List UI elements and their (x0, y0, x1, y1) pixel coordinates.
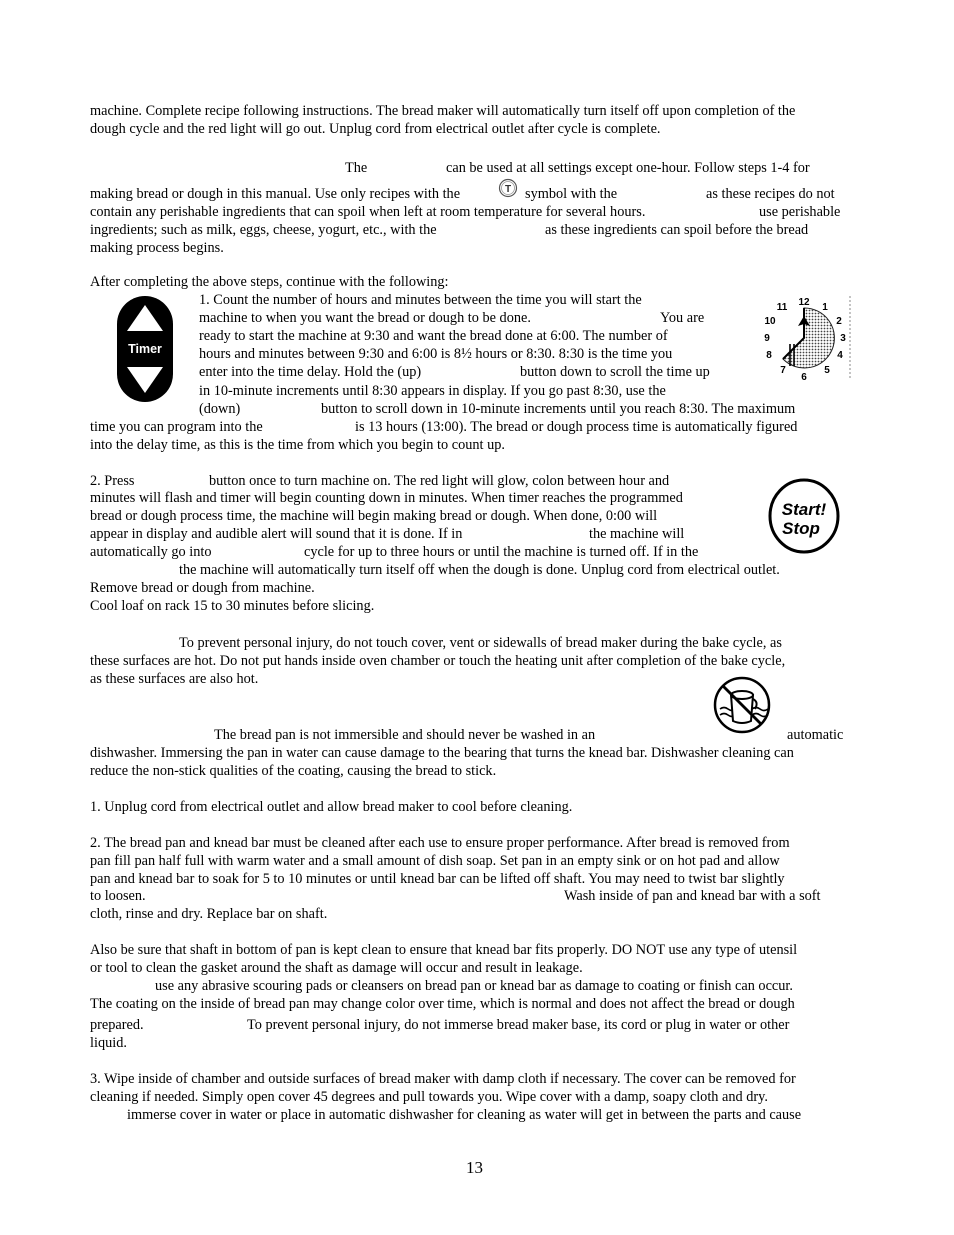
clock-number: 2 (836, 316, 842, 327)
text-line: time you can program into the (90, 419, 263, 435)
text-line: enter into the time delay. Hold the (up) (199, 364, 422, 380)
clock-number: 12 (798, 297, 810, 308)
text-line: ready to start the machine at 9:30 and want the bread done at 6:00. The number of (199, 328, 668, 344)
text-line: use perishable (759, 204, 841, 220)
clock-number: 7 (780, 365, 786, 376)
text-line: The bread pan is not immersible and should never be washed in an (214, 727, 596, 743)
text-line: dough cycle and the red light will go out. Unplug cord from electrical outlet after cycle is complete. (90, 121, 661, 137)
text-line: liquid. (90, 1035, 127, 1051)
text-line: Remove bread or dough from machine. (90, 580, 315, 596)
text-line: contain any perishable ingredients that can spoil when left at room temperature for several hours. (90, 204, 646, 220)
text-line: button once to turn machine on. The red light will glow, colon between hour and (209, 473, 670, 489)
svg-text:T: T (504, 184, 512, 195)
text-line: to loosen. (90, 888, 146, 904)
text-line: machine. Complete recipe following instructions. The bread maker will automatically turn itself off upon completion of the (90, 103, 796, 119)
text-line: bread or dough process time, the machine will begin making bread or dough. When done, 0:00 will (90, 508, 658, 524)
text-line: as these recipes do not (706, 186, 835, 202)
text-line: Also be sure that shaft in bottom of pan is kept clean to ensure that knead bar fits properly. DO NOT use any type of utensil (90, 942, 798, 958)
timer-label: Timer (128, 342, 162, 356)
text-line: or tool to clean the gasket around the shaft as damage will occur and result in leakage. (90, 960, 583, 976)
text-line: into the delay time, as this is the time from which you begin to count up. (90, 437, 505, 453)
text-line: making bread or dough in this manual. Use only recipes with the (90, 186, 461, 202)
clock-number: 6 (801, 372, 807, 383)
text-line: Cool loaf on rack 15 to 30 minutes before slicing. (90, 598, 375, 614)
text-line: reduce the non-stick qualities of the coating, causing the bread to stick. (90, 763, 497, 779)
text-line: 3. Wipe inside of chamber and outside surfaces of bread maker with damp cloth if necessary. The cover can be removed for (90, 1071, 796, 1087)
text-line: machine to when you want the bread or dough to be done. (199, 310, 531, 326)
text-line: is 13 hours (13:00). The bread or dough process time is automatically figured (355, 419, 798, 435)
text-line: as these surfaces are also hot. (90, 671, 259, 687)
text-line: automatic (787, 727, 844, 743)
text-line: After completing the above steps, continue with the following: (90, 274, 449, 290)
page-number: 13 (466, 1158, 483, 1177)
text-line: making process begins. (90, 240, 224, 256)
text-line: 1. Count the number of hours and minutes between the time you will start the (199, 292, 642, 308)
text-line: To prevent personal injury, do not immerse bread maker base, its cord or plug in water or other (247, 1017, 790, 1033)
timer-symbol-icon (498, 178, 518, 198)
clock-number: 11 (776, 302, 788, 313)
text-line: 2. Press (90, 473, 135, 489)
text-line: use any abrasive scouring pads or cleansers on bread pan or knead bar as damage to coating or finish can occur. (155, 978, 793, 994)
text-line: The (345, 160, 368, 176)
text-line: Wash inside of pan and knead bar with a soft (564, 888, 821, 904)
stop-label: Stop (782, 519, 820, 538)
text-line: pan and knead bar to soak for 5 to 10 minutes or until knead bar can be lifted off shaft. You may need to twist bar slightly (90, 871, 785, 887)
text-line: the machine will (589, 526, 685, 542)
text-line: in 10-minute increments until 8:30 appears in display. If you go past 8:30, use the (199, 383, 666, 399)
text-line: hours and minutes between 9:30 and 6:00 is 8½ hours or 8:30. 8:30 is the time you (199, 346, 673, 362)
text-line: The coating on the inside of bread pan may change color over time, which is normal and does not affect the bread or dough (90, 996, 795, 1012)
text-line: as these ingredients can spoil before the bread (545, 222, 809, 238)
text-line: cycle for up to three hours or until the machine is turned off. If in the (304, 544, 699, 560)
text-line: 1. Unplug cord from electrical outlet and allow bread maker to cool before cleaning. (90, 799, 573, 815)
clock-number: 1 (822, 302, 828, 313)
clock-number: 3 (840, 333, 846, 344)
timer-button-icon (116, 295, 174, 403)
clock-number: 8 (766, 350, 772, 361)
clock-number: 10 (764, 316, 776, 327)
start-label: Start! (781, 500, 827, 519)
text-line: minutes will flash and timer will begin counting down in minutes. When timer reaches the programmed (90, 490, 683, 506)
text-line: immerse cover in water or place in automatic dishwasher for cleaning as water will get in between the parts and cause (127, 1107, 802, 1123)
clock-icon (760, 294, 854, 384)
text-line: To prevent personal injury, do not touch cover, vent or sidewalls of bread maker during the bake cycle, as (179, 635, 782, 651)
text-line: ingredients; such as milk, eggs, cheese, yogurt, etc., with the (90, 222, 437, 238)
text-line: cleaning if needed. Simply open cover 45 degrees and pull towards you. Wipe cover with a damp, soapy cloth and dry. (90, 1089, 768, 1105)
clock-number: 4 (837, 350, 843, 361)
clock-number: 5 (824, 365, 830, 376)
text-line: appear in display and audible alert will sound that it is done. If in (90, 526, 463, 542)
start-stop-button-icon (767, 478, 843, 556)
text-line: automatically go into (90, 544, 212, 560)
do-not-immerse-icon (712, 675, 772, 735)
text-line: dishwasher. Immersing the pan in water can cause damage to the bearing that turns the knead bar. Dishwasher cleaning can (90, 745, 794, 761)
text-line: prepared. (90, 1017, 144, 1033)
text-line: button to scroll down in 10-minute increments until you reach 8:30. The maximum (321, 401, 796, 417)
text-line: pan fill pan half full with warm water and a small amount of dish soap. Set pan in an empty sink or on hot pad and allow (90, 853, 780, 869)
text-line: these surfaces are hot. Do not put hands inside oven chamber or touch the heating unit after completion of the bake cycle, (90, 653, 786, 669)
text-line: cloth, rinse and dry. Replace bar on shaft. (90, 906, 328, 922)
text-line: symbol with the (525, 186, 618, 202)
text-line: can be used at all settings except one-hour. Follow steps 1-4 for (446, 160, 810, 176)
text-line: (down) (199, 401, 241, 417)
text-line: button down to scroll the time up (520, 364, 710, 380)
text-line: 2. The bread pan and knead bar must be cleaned after each use to ensure proper performance. After bread is removed from (90, 835, 790, 851)
text-line: You are (660, 310, 705, 326)
clock-number: 9 (764, 333, 770, 344)
text-line: the machine will automatically turn itself off when the dough is done. Unplug cord from electrical outlet. (179, 562, 780, 578)
